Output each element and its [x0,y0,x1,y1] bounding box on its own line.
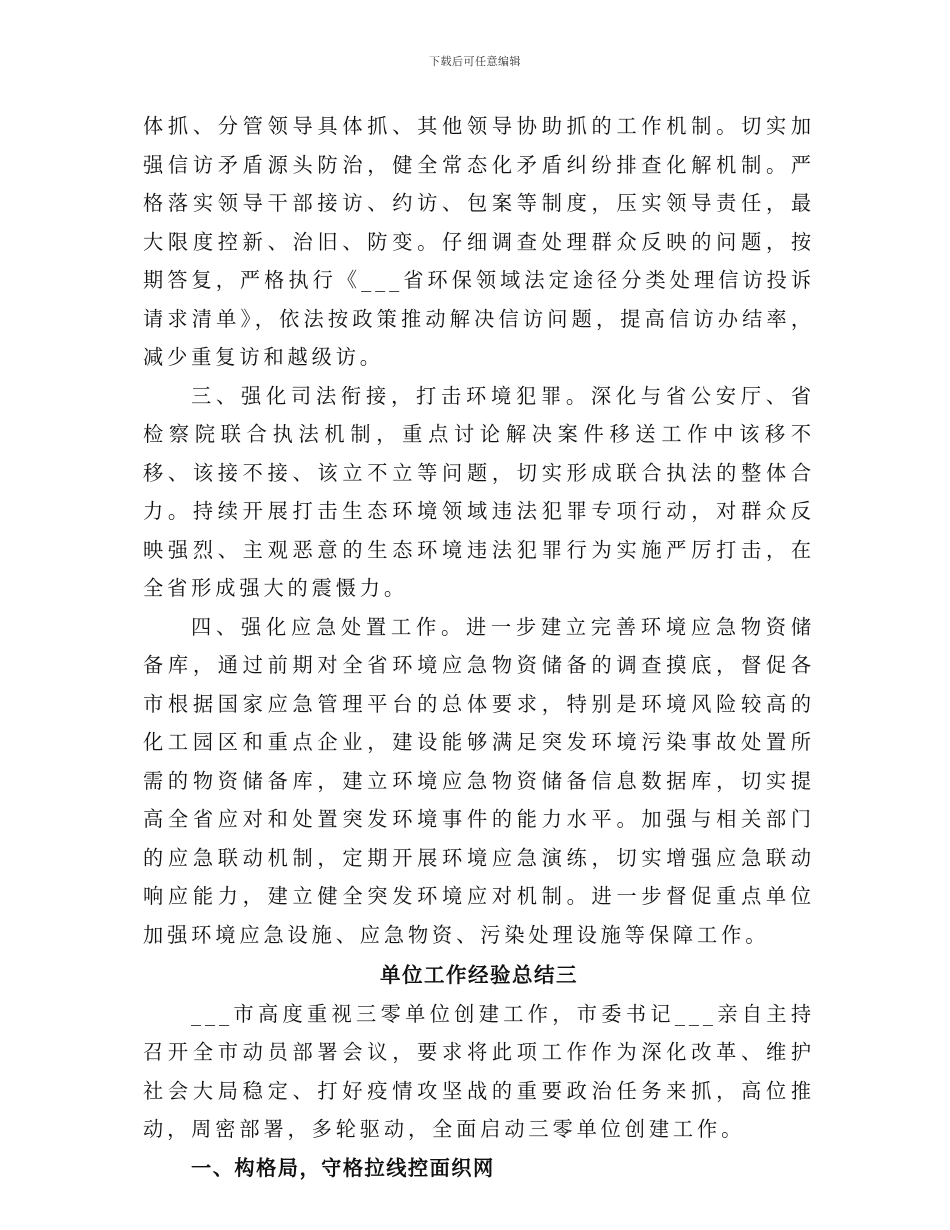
paragraph-city-intro: ___市高度重视三零单位创建工作，市委书记___亲自主持召开全市动员部署会议，要求将此项工作作为深化改革、维护社会大局稳定、打好疫情攻坚战的重要政治任务来抓，高位推动，周密部署，多轮驱动，全面启动三零单位创建工作。 [143,1001,815,1141]
sub-heading-grid-pattern: 一、构格局，守格拉线控面织网 [191,1155,495,1180]
document-body [143,107,815,1187]
paragraph-judicial-link: 三、强化司法衔接，打击环境犯罪。深化与省公安厅、省检察院联合执法机制，重点讨论解决案件移送工作中该移不移、该接不接、该立不立等问题，切实形成联合执法的整体合力。持续开展打击生态环境领域违法犯罪专项行动，对群众反映强烈、主观恶意的生态环境违法犯罪行为实施严厉打击，在全省形成强大的震慑力。 [143,383,815,600]
page-header: 下载后可任意编辑 [429,55,521,68]
paragraph-emergency-response: 四、强化应急处置工作。进一步建立完善环境应急物资储备库，通过前期对全省环境应急物资储备的调查摸底，督促各市根据国家应急管理平台的总体要求，特别是环境风险较高的化工园区和重点企业，建设能够满足突发环境污染事故处置所需的物资储备库，建立环境应急物资储备信息数据库，切实提高全省应对和处置突发环境事件的能力水平。加强与相关部门的应急联动机制，定期开展环境应急演练，切实增强应急联动响应能力，建立健全突发环境应对机制。进一步督促重点单位加强环境应急设施、应急物资、污染处理设施等保障工作。 [143,614,815,947]
section-title: 单位工作经验总结三 [380,963,578,987]
paragraph-work-mechanism: 体抓、分管领导具体抓、其他领导协助抓的工作机制。切实加强信访矛盾源头防治，健全常态化矛盾纠纷排查化解机制。严格落实领导干部接访、约访、包案等制度，压实领导责任，最大限度控新、治旧、防变。仔细调查处理群众反映的问题，按期答复，严格执行《___省环保领域法定途径分类处理信访投诉请求清单》，依法按政策推动解决信访问题，提高信访办结率，减少重复访和越级访。 [143,114,815,369]
